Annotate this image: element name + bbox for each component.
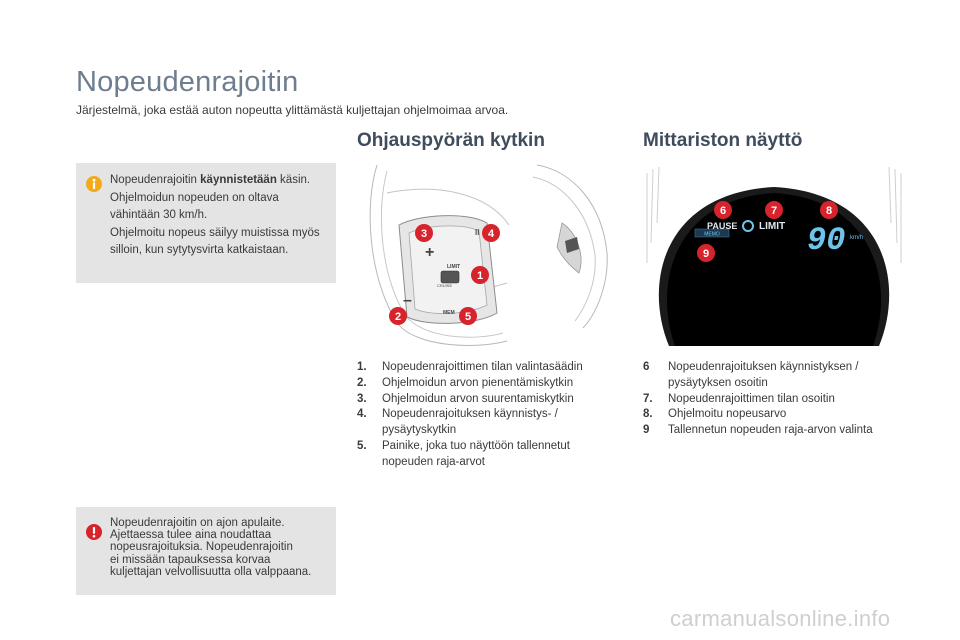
plus-button-label: + bbox=[425, 244, 435, 261]
legend-text: Ohjelmoitu nopeusarvo bbox=[668, 408, 787, 421]
svg-text:8: 8 bbox=[825, 205, 833, 217]
speed-unit: km/h bbox=[850, 235, 864, 241]
legend-item bbox=[643, 392, 905, 408]
info-note-line1-pre: Nopeudenrajoitin bbox=[110, 174, 201, 186]
page-title: Nopeudenrajoitin bbox=[76, 66, 299, 98]
warning-note-text bbox=[110, 517, 328, 578]
warning-line: kuljettajan velvollisuutta olla valppaana. bbox=[110, 565, 312, 578]
memo-indicator: MEMO bbox=[704, 231, 720, 238]
info-note-line1 bbox=[110, 172, 328, 190]
mem-button-label: MEM bbox=[443, 310, 455, 316]
callout-2 bbox=[389, 307, 407, 325]
legend-number: 4. bbox=[357, 408, 367, 421]
cruise-label: CRUISE bbox=[437, 283, 453, 288]
legend-number: 7. bbox=[643, 392, 653, 405]
callout-6 bbox=[714, 201, 732, 219]
legend-number: 1. bbox=[357, 361, 367, 373]
cluster-drawing bbox=[643, 163, 905, 346]
legend-item bbox=[643, 423, 905, 439]
legend-text: Ohjelmoidun arvon pienentämiskytkin bbox=[382, 376, 574, 389]
callout-5 bbox=[459, 307, 477, 325]
limit-indicator: LIMIT bbox=[759, 221, 786, 232]
legend-text: Tallennetun nopeuden raja-arvon valinta bbox=[668, 424, 873, 437]
svg-text:5: 5 bbox=[464, 311, 472, 323]
info-note-paragraph-min-speed: Ohjelmoidun nopeuden on oltava vähintään 30 km/h. bbox=[110, 191, 279, 221]
warning-line: Ajettaessa tulee aina noudattaa bbox=[110, 529, 272, 542]
instrument-panel-heading: Mittariston näyttö bbox=[643, 130, 803, 151]
warning-line: Nopeudenrajoitin on ajon apulaite. bbox=[110, 517, 285, 529]
legend-item bbox=[357, 407, 619, 439]
callout-4 bbox=[482, 224, 500, 242]
legend-text: Ohjelmoidun arvon suurentamiskytkin bbox=[382, 392, 574, 405]
legend-number: 8. bbox=[643, 408, 653, 421]
legend-number: 9 bbox=[643, 424, 650, 437]
legend-item bbox=[357, 439, 619, 471]
info-note-line1-post: käsin. bbox=[276, 174, 311, 186]
legend-number: 6 bbox=[643, 361, 650, 373]
warning-line: nopeusrajoituksia. Nopeudenrajoitin bbox=[110, 541, 293, 554]
mode-selector-wheel bbox=[441, 271, 459, 283]
svg-text:4: 4 bbox=[487, 228, 495, 240]
info-note-text bbox=[110, 172, 328, 260]
callout-9 bbox=[697, 244, 715, 262]
svg-text:1: 1 bbox=[476, 270, 484, 282]
legend-text: Nopeudenrajoittimen tilan valintasäädin bbox=[382, 361, 583, 373]
steering-wheel-illustration bbox=[357, 163, 619, 346]
limit-label: LIMIT bbox=[447, 264, 461, 270]
legend-item bbox=[643, 407, 905, 423]
legend-text: Nopeudenrajoittimen tilan osoitin bbox=[668, 392, 835, 405]
programmed-speed-value: 90 bbox=[807, 222, 846, 259]
steering-wheel-drawing bbox=[357, 163, 619, 346]
legend-text: Nopeudenrajoituksen käynnistys- / pysäytyskytkin bbox=[382, 408, 558, 437]
svg-text:II: II bbox=[475, 228, 480, 237]
svg-text:2: 2 bbox=[394, 311, 402, 323]
info-note-emphasis: käynnistetään bbox=[200, 174, 277, 186]
legend-text: Nopeudenrajoituksen käynnistyksen / pysäytyksen osoitin bbox=[668, 361, 859, 389]
callout-7 bbox=[765, 201, 783, 219]
callout-1 bbox=[471, 266, 489, 284]
legend-number: 3. bbox=[357, 392, 367, 405]
legend-text: Painike, joka tuo näyttöön tallennetut nopeuden raja-arvot bbox=[382, 439, 570, 468]
steering-switch-legend bbox=[357, 360, 619, 471]
warning-note-box bbox=[76, 507, 336, 595]
svg-text:7: 7 bbox=[770, 205, 778, 217]
intro-text: Järjestelmä, joka estää auton nopeutta ylittämästä kuljettajan ohjelmoimaa arvoa. bbox=[76, 103, 509, 117]
legend-item bbox=[357, 360, 619, 376]
svg-text:3: 3 bbox=[420, 228, 428, 240]
legend-number: 5. bbox=[357, 439, 367, 452]
warning-line: ei missään tapauksessa korvaa bbox=[110, 553, 271, 566]
info-note-box bbox=[76, 163, 336, 283]
info-note-paragraph-memory: Ohjelmoitu nopeus säilyy muistissa myös silloin, kun sytytysvirta katkaistaan. bbox=[110, 226, 320, 256]
steering-switch-heading: Ohjauspyörän kytkin bbox=[357, 130, 545, 151]
svg-text:9: 9 bbox=[702, 248, 710, 260]
legend-number: 2. bbox=[357, 376, 367, 389]
site-watermark: carmanualsonline.info bbox=[670, 606, 891, 631]
legend-item bbox=[357, 376, 619, 392]
warning-icon bbox=[86, 524, 102, 540]
legend-item bbox=[643, 360, 905, 392]
info-icon bbox=[86, 176, 102, 192]
pause-indicator: PAUSE bbox=[707, 221, 738, 231]
minus-button-label: – bbox=[403, 292, 412, 309]
instrument-panel-legend bbox=[643, 360, 905, 439]
svg-text:6: 6 bbox=[719, 205, 727, 217]
instrument-cluster-illustration bbox=[643, 163, 905, 346]
callout-3 bbox=[415, 224, 433, 242]
legend-item bbox=[357, 392, 619, 408]
callout-8 bbox=[820, 201, 838, 219]
